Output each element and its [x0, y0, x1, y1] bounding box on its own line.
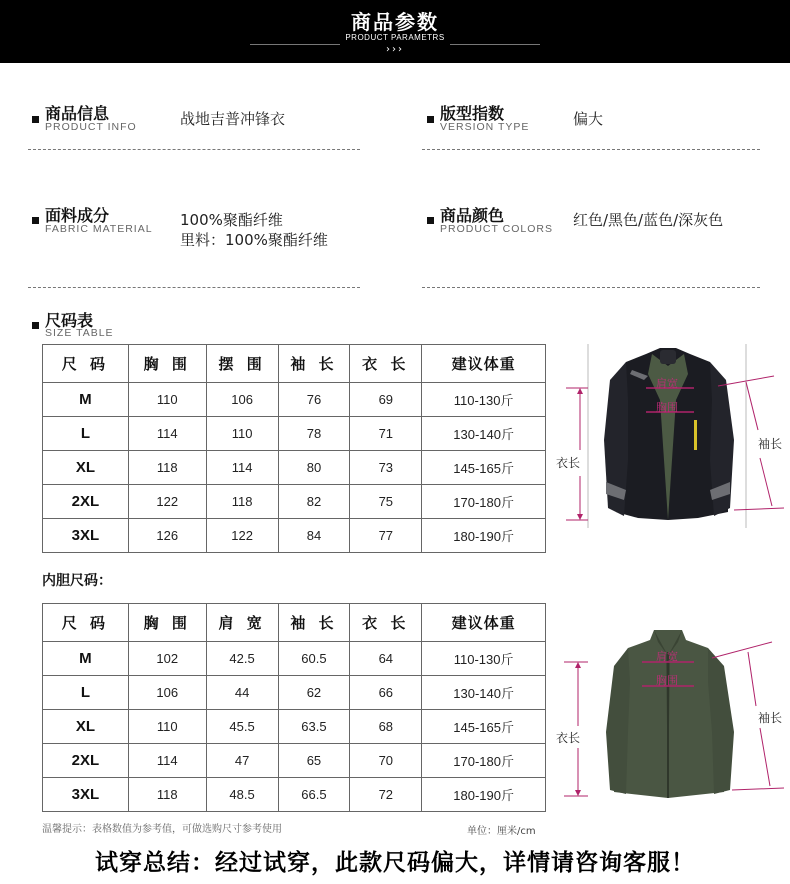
table-cell: 180-190斤: [422, 778, 546, 812]
size-table: [42, 344, 546, 553]
table-row: [43, 676, 546, 710]
param-value: 偏大: [573, 110, 604, 128]
table-cell: 76: [278, 383, 350, 417]
column-header: 摆 围: [206, 345, 278, 383]
size-cell: M: [43, 383, 129, 417]
table-cell: 114: [206, 451, 278, 485]
table-cell: 48.5: [206, 778, 278, 812]
param-value-line-1: 100%聚酯纤维: [180, 211, 283, 229]
table-cell: 62: [278, 676, 350, 710]
param-subtitle: PRODUCT INFO: [45, 121, 137, 133]
sleeve-line: [760, 728, 770, 786]
table-row: [43, 642, 546, 676]
table-cell: 114: [128, 417, 206, 451]
table-header-row: [43, 604, 546, 642]
table-cell: 75: [350, 485, 422, 519]
table-cell: 45.5: [206, 710, 278, 744]
size-cell: M: [43, 642, 129, 676]
diagram-label-length: 衣长: [556, 731, 581, 745]
divider: [28, 149, 360, 150]
table-cell: 170-180斤: [422, 744, 546, 778]
table-cell: 145-165斤: [422, 710, 546, 744]
table-row: [43, 383, 546, 417]
table-cell: 180-190斤: [422, 519, 546, 553]
table-cell: 44: [206, 676, 278, 710]
table-cell: 65: [278, 744, 350, 778]
column-header: 胸 围: [128, 604, 206, 642]
table-cell: 106: [206, 383, 278, 417]
column-header: 袖 长: [278, 604, 350, 642]
table-row: [43, 485, 546, 519]
table-cell: 110: [128, 710, 206, 744]
sleeve-tick-bottom: [732, 788, 784, 790]
size-cell: 3XL: [43, 778, 129, 812]
diagram-label-shoulder: 肩宽: [656, 377, 678, 390]
divider: [422, 287, 760, 288]
column-header: 建议体重: [422, 345, 546, 383]
table-cell: 71: [350, 417, 422, 451]
param-title: 商品信息: [45, 104, 110, 123]
inner-table-title: 内胆尺码：: [42, 573, 112, 589]
table-cell: 64: [350, 642, 422, 676]
table-cell: 68: [350, 710, 422, 744]
size-cell: XL: [43, 451, 129, 485]
param-title: 版型指数: [440, 104, 505, 123]
column-header: 袖 长: [278, 345, 350, 383]
param-value-line-2: 里料：100%聚酯纤维: [180, 231, 328, 249]
table-cell: 130-140斤: [422, 676, 546, 710]
header-arrows: ›››: [386, 44, 404, 55]
table-cell: 77: [350, 519, 422, 553]
table-row: [43, 710, 546, 744]
table-cell: 102: [128, 642, 206, 676]
table-cell: 126: [128, 519, 206, 553]
header-title: 商品参数: [351, 10, 439, 34]
table-cell: 130-140斤: [422, 417, 546, 451]
size-table-subtitle: SIZE TABLE: [45, 327, 114, 339]
bullet-icon: [32, 217, 39, 224]
size-cell: XL: [43, 710, 129, 744]
table-cell: 118: [206, 485, 278, 519]
column-header: 肩 宽: [206, 604, 278, 642]
unit-note: 单位：厘米/cm: [467, 826, 536, 837]
column-header: 衣 长: [350, 345, 422, 383]
size-cell: 3XL: [43, 519, 129, 553]
inner-size-table: [42, 603, 546, 812]
size-cell: 2XL: [43, 485, 129, 519]
divider: [28, 287, 360, 288]
table-cell: 110-130斤: [422, 642, 546, 676]
diagram-label-sleeve: 袖长: [758, 437, 783, 451]
tip-note: 温馨提示：表格数值为参考值，可做选购尺寸参考使用: [42, 824, 282, 835]
table-cell: 66.5: [278, 778, 350, 812]
table-cell: 118: [128, 451, 206, 485]
sleeve-line: [746, 382, 758, 430]
diagram-label-chest: 胸围: [656, 401, 678, 414]
table-row: [43, 451, 546, 485]
table-cell: 47: [206, 744, 278, 778]
table-cell: 84: [278, 519, 350, 553]
table-cell: 170-180斤: [422, 485, 546, 519]
header-banner: [0, 0, 790, 63]
column-header: 建议体重: [422, 604, 546, 642]
sleeve-line: [748, 652, 756, 706]
outer-jacket-diagram: [548, 340, 788, 532]
table-cell: 63.5: [278, 710, 350, 744]
table-cell: 118: [128, 778, 206, 812]
fit-summary: 试穿总结：经过试穿，此款尺码偏大，详情请咨询客服！: [95, 850, 695, 876]
diagram-label-length: 衣长: [556, 456, 581, 470]
table-cell: 82: [278, 485, 350, 519]
bullet-icon: [427, 116, 434, 123]
param-subtitle: PRODUCT COLORS: [440, 223, 553, 235]
bullet-icon: [32, 116, 39, 123]
table-cell: 66: [350, 676, 422, 710]
param-value: 战地吉普冲锋衣: [180, 110, 286, 128]
diagram-label-shoulder: 肩宽: [656, 650, 678, 663]
table-cell: 72: [350, 778, 422, 812]
table-row: [43, 744, 546, 778]
param-value: 红色/黑色/蓝色/深灰色: [573, 211, 724, 229]
column-header: 尺 码: [43, 345, 129, 383]
table-cell: 110-130斤: [422, 383, 546, 417]
divider: [422, 149, 760, 150]
outer-jacket-illustration: [604, 348, 734, 520]
diagram-label-sleeve: 袖长: [758, 711, 783, 725]
table-cell: 110: [128, 383, 206, 417]
table-cell: 80: [278, 451, 350, 485]
table-cell: 122: [128, 485, 206, 519]
bullet-icon: [32, 322, 39, 329]
size-cell: L: [43, 676, 129, 710]
table-header-row: [43, 345, 546, 383]
diagram-label-chest: 胸围: [656, 674, 678, 687]
table-cell: 60.5: [278, 642, 350, 676]
table-row: [43, 778, 546, 812]
column-header: 胸 围: [128, 345, 206, 383]
column-header: 衣 长: [350, 604, 422, 642]
header-subtitle: PRODUCT PARAMETRS: [345, 33, 445, 42]
sleeve-line: [760, 458, 772, 506]
table-row: [43, 417, 546, 451]
table-cell: 110: [206, 417, 278, 451]
table-cell: 42.5: [206, 642, 278, 676]
table-cell: 69: [350, 383, 422, 417]
size-cell: L: [43, 417, 129, 451]
size-cell: 2XL: [43, 744, 129, 778]
size-table-title: 尺码表: [45, 311, 94, 330]
param-title: 面料成分: [45, 206, 110, 225]
table-cell: 145-165斤: [422, 451, 546, 485]
sleeve-tick-bottom: [734, 508, 784, 510]
table-cell: 106: [128, 676, 206, 710]
table-cell: 73: [350, 451, 422, 485]
param-title: 商品颜色: [440, 206, 505, 225]
sleeve-tick-top: [712, 642, 772, 658]
param-subtitle: VERSION TYPE: [440, 121, 530, 133]
table-row: [43, 519, 546, 553]
table-cell: 78: [278, 417, 350, 451]
column-header: 尺 码: [43, 604, 129, 642]
inner-jacket-diagram: [548, 622, 788, 814]
bullet-icon: [427, 217, 434, 224]
table-cell: 70: [350, 744, 422, 778]
param-subtitle: FABRIC MATERIAL: [45, 223, 153, 235]
table-cell: 122: [206, 519, 278, 553]
table-cell: 114: [128, 744, 206, 778]
